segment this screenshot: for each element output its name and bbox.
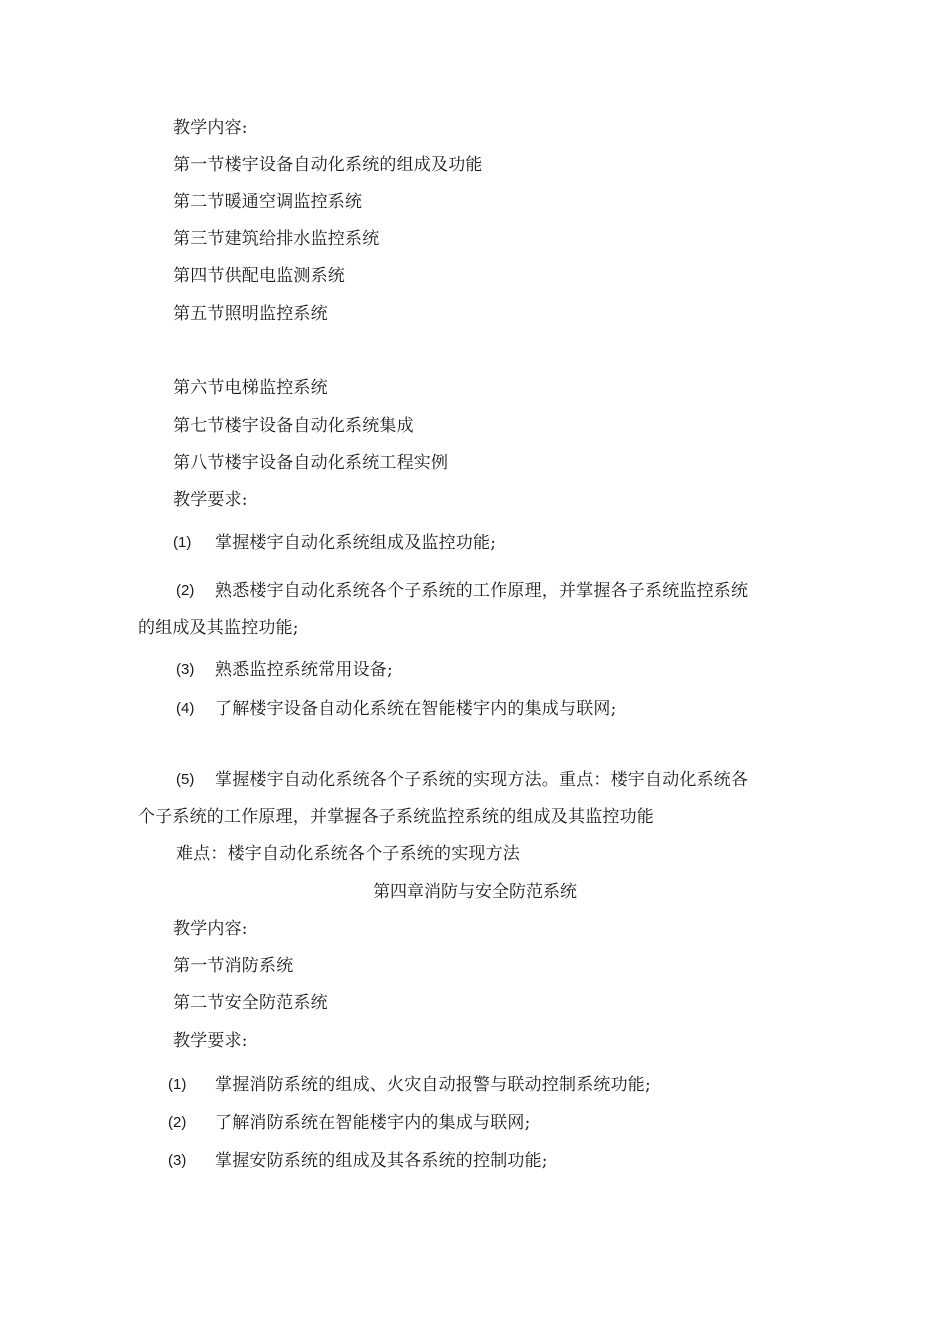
requirement-number: (4) <box>176 700 195 717</box>
section-item: 第四节供配电监测系统 <box>173 266 345 286</box>
requirement-number: (3) <box>176 661 195 678</box>
requirements-heading: 教学要求: <box>173 490 248 510</box>
requirement-number: (5) <box>176 771 195 788</box>
requirement-number: (2) <box>168 1114 187 1131</box>
requirement-text: 掌握楼宇自动化系统各个子系统的实现方法。重点：楼宇自动化系统各 <box>215 770 749 790</box>
requirement-text: 了解楼宇设备自动化系统在智能楼宇内的集成与联网; <box>215 699 617 719</box>
difficulty-note: 难点：楼宇自动化系统各个子系统的实现方法 <box>176 844 520 864</box>
requirement-number: (1) <box>168 1076 187 1093</box>
requirement-text-continued: 的组成及其监控功能; <box>138 618 299 638</box>
section-item: 第一节消防系统 <box>173 956 294 976</box>
content-heading: 教学内容: <box>173 118 248 138</box>
requirement-text-continued: 个子系统的工作原理，并掌握各子系统监控系统的组成及其监控功能 <box>138 807 654 827</box>
requirement-text: 掌握安防系统的组成及其各系统的控制功能; <box>215 1151 548 1171</box>
requirement-text: 了解消防系统在智能楼宇内的集成与联网; <box>215 1113 531 1133</box>
requirement-number: (1) <box>173 534 192 551</box>
requirements-heading: 教学要求: <box>173 1031 248 1051</box>
section-item: 第五节照明监控系统 <box>173 304 328 324</box>
requirement-number: (2) <box>176 582 195 599</box>
requirement-text: 掌握楼宇自动化系统组成及监控功能; <box>215 533 497 553</box>
chapter-title: 第四章消防与安全防范系统 <box>373 882 577 902</box>
section-item: 第七节楼宇设备自动化系统集成 <box>173 416 414 436</box>
section-item: 第一节楼宇设备自动化系统的组成及功能 <box>173 155 483 175</box>
section-item: 第六节电梯监控系统 <box>173 378 328 398</box>
requirement-text: 掌握消防系统的组成、火灾自动报警与联动控制系统功能; <box>215 1075 651 1095</box>
content-heading: 教学内容: <box>173 919 248 939</box>
section-item: 第二节暖通空调监控系统 <box>173 192 363 212</box>
requirement-text: 熟悉楼宇自动化系统各个子系统的工作原理，并掌握各子系统监控系统 <box>215 581 749 601</box>
requirement-text: 熟悉监控系统常用设备; <box>215 660 393 680</box>
requirement-number: (3) <box>168 1152 187 1169</box>
section-item: 第三节建筑给排水监控系统 <box>173 229 380 249</box>
section-item: 第二节安全防范系统 <box>173 993 328 1013</box>
section-item: 第八节楼宇设备自动化系统工程实例 <box>173 453 449 473</box>
